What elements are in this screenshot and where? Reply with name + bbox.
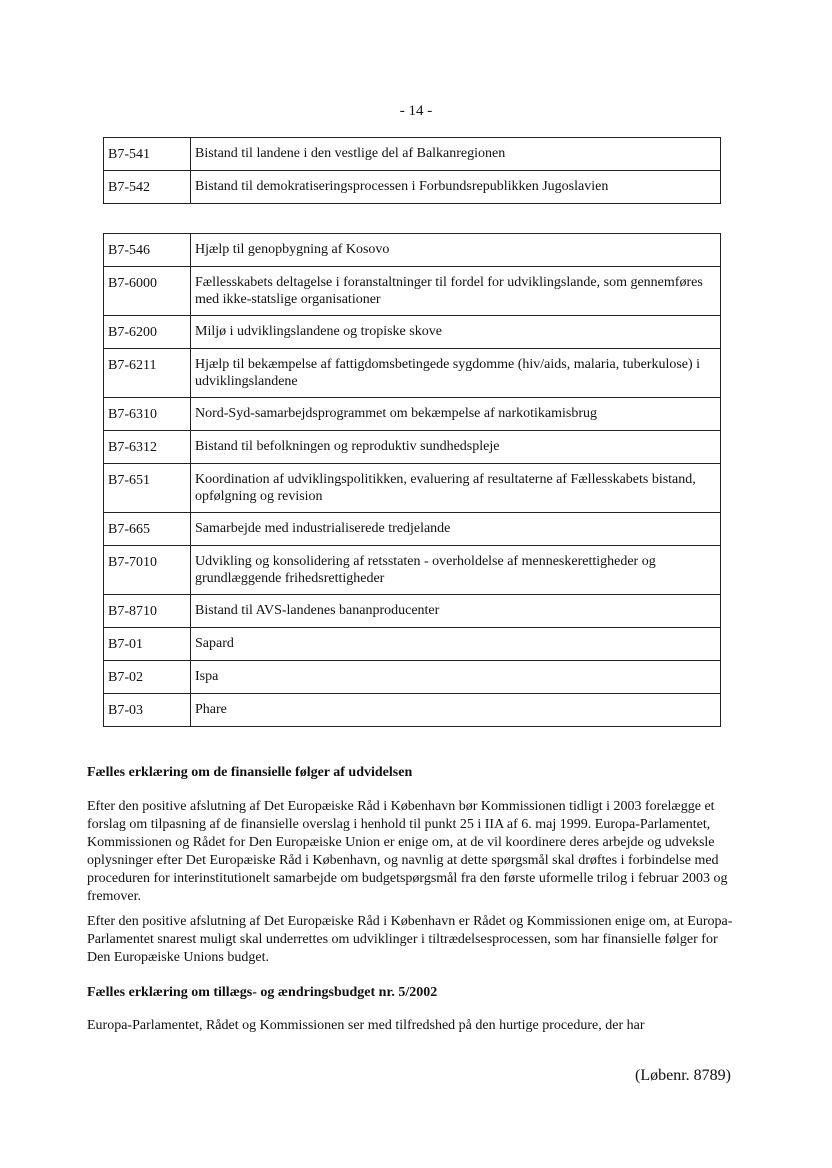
document-reference: (Løbenr. 8789) (635, 1067, 731, 1084)
table-row (104, 513, 721, 546)
budget-lines-table-1 (103, 137, 721, 204)
budget-line-code: B7-01 (104, 628, 191, 661)
budget-line-description: Udvikling og konsolidering af retsstaten - overholdelse af menneskerettigheder og grundlæggende frihedsrettigheder (191, 546, 721, 595)
budget-line-code: B7-651 (104, 464, 191, 513)
page-number: - 14 - (399, 103, 433, 119)
budget-line-code: B7-6200 (104, 316, 191, 349)
table-row (104, 349, 721, 398)
budget-line-description: Ispa (191, 661, 721, 694)
budget-line-description: Bistand til befolkningen og reproduktiv sundhedspleje (191, 431, 721, 464)
table-row (104, 595, 721, 628)
budget-line-code: B7-03 (104, 694, 191, 727)
table-row (104, 661, 721, 694)
table-row (104, 267, 721, 316)
budget-line-description: Koordination af udviklingspolitikken, evaluering af resultaterne af Fællesskabets bistand, opfølgning og revision (191, 464, 721, 513)
table-row (104, 546, 721, 595)
budget-line-code: B7-542 (104, 171, 191, 204)
paragraph: Efter den positive afslutning af Det Europæiske Råd i København er Rådet og Kommissionen enige om, at Europa-Parlamentet snarest muligt skal underrettes om udviklinger i tiltrædelsesprocessen, som har finansielle følger for Den Europæiske Unions budget. (87, 914, 733, 965)
paragraph: Efter den positive afslutning af Det Europæiske Råd i København bør Kommissionen tidligt i 2003 forelægge et forslag om tilpasning af de finansielle overslag i henhold til punkt 25 i IIA af 6. maj 1999. Europa-Parlamentet, Kommissionen og Rådet for Den Europæiske Union er enige om, at de vil koordinere deres arbejde og udveksle oplysninger efter Det Europæiske Råd i København, og navnlig at dette spørgsmål skal drøftes i forbindelse med proceduren for interinstitutionelt samarbejde om budgetspørgsmål fra den første uformelle trilog i februar 2003 og fremover. (87, 799, 728, 904)
table-row (104, 398, 721, 431)
table-row (104, 234, 721, 267)
budget-line-code: B7-541 (104, 138, 191, 171)
table-row (104, 316, 721, 349)
table-row (104, 464, 721, 513)
budget-line-description: Miljø i udviklingslandene og tropiske skove (191, 316, 721, 349)
budget-line-code: B7-665 (104, 513, 191, 546)
budget-line-description: Hjælp til genopbygning af Kosovo (191, 234, 721, 267)
budget-line-code: B7-6211 (104, 349, 191, 398)
budget-line-code: B7-8710 (104, 595, 191, 628)
budget-line-code: B7-6000 (104, 267, 191, 316)
table-row (104, 628, 721, 661)
budget-line-code: B7-02 (104, 661, 191, 694)
table-row (104, 431, 721, 464)
budget-line-description: Hjælp til bekæmpelse af fattigdomsbetingede sygdomme (hiv/aids, malaria, tuberkulose) i udviklingslandene (191, 349, 721, 398)
budget-line-description: Sapard (191, 628, 721, 661)
section-heading-amending-budget: Fælles erklæring om tillægs- og ændringsbudget nr. 5/2002 (87, 985, 438, 1000)
paragraph: Europa-Parlamentet, Rådet og Kommissionen ser med tilfredshed på den hurtige procedure, der har (87, 1018, 645, 1033)
budget-line-description: Bistand til AVS-landenes bananproducenter (191, 595, 721, 628)
table-row (104, 138, 721, 171)
budget-lines-table-2 (103, 233, 721, 727)
budget-line-description: Bistand til landene i den vestlige del af Balkanregionen (191, 138, 721, 171)
table-row (104, 694, 721, 727)
section-heading-enlargement: Fælles erklæring om de finansielle følger af udvidelsen (87, 765, 413, 780)
table-row (104, 171, 721, 204)
budget-line-code: B7-546 (104, 234, 191, 267)
budget-line-description: Bistand til demokratiseringsprocessen i Forbundsrepublikken Jugoslavien (191, 171, 721, 204)
budget-line-description: Samarbejde med industrialiserede tredjelande (191, 513, 721, 546)
budget-line-code: B7-6310 (104, 398, 191, 431)
budget-line-description: Nord-Syd-samarbejdsprogrammet om bekæmpelse af narkotikamisbrug (191, 398, 721, 431)
budget-line-description: Fællesskabets deltagelse i foranstaltninger til fordel for udviklingslande, som gennemføres med ikke-statslige organisationer (191, 267, 721, 316)
budget-line-code: B7-6312 (104, 431, 191, 464)
budget-line-description: Phare (191, 694, 721, 727)
budget-line-code: B7-7010 (104, 546, 191, 595)
